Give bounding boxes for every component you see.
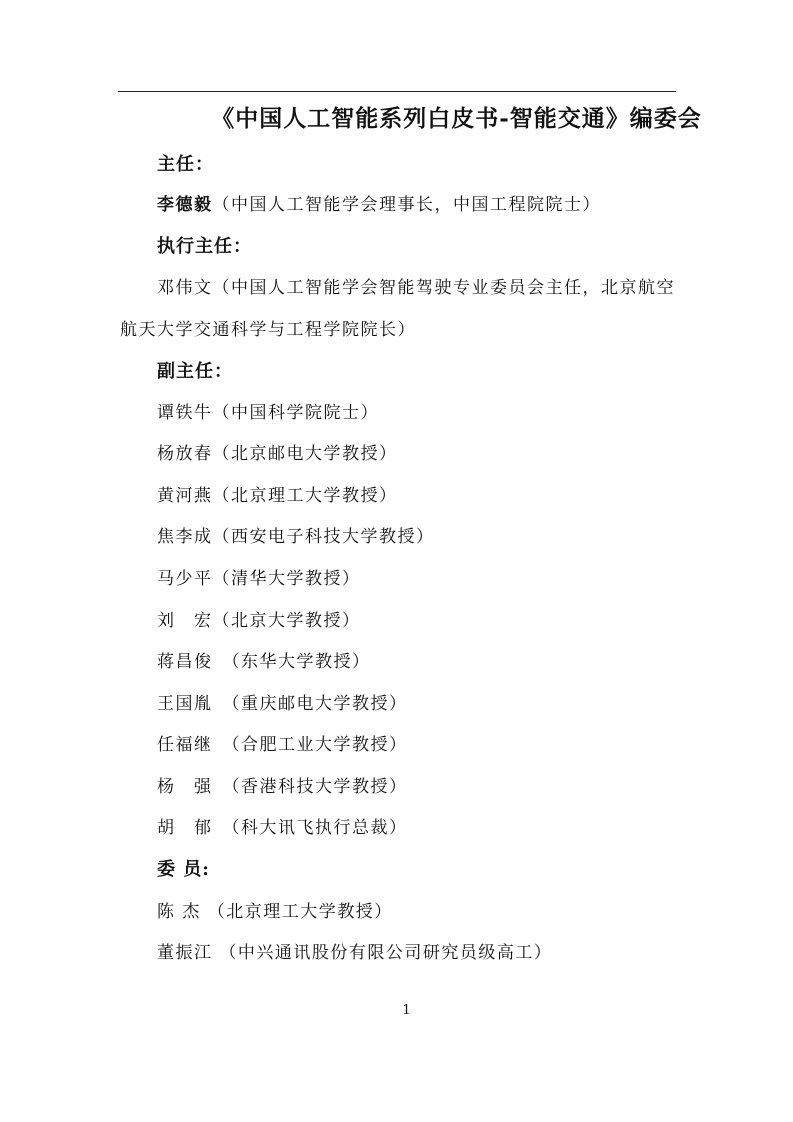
committee-member: 董振江 （中兴通讯股份有限公司研究员级高工） bbox=[157, 943, 553, 963]
deputy-member: 谭铁牛（中国科学院院士） bbox=[157, 403, 379, 423]
deputy-member: 王国胤 （重庆邮电大学教授） bbox=[157, 694, 408, 714]
deputy-member: 任福继 （合肥工业大学教授） bbox=[157, 735, 408, 755]
deputy-member: 黄河燕（北京理工大学教授） bbox=[157, 486, 398, 506]
document-title: 《中国人工智能系列白皮书-智能交通》编委会 bbox=[211, 105, 702, 132]
director-heading: 主任： bbox=[157, 154, 214, 175]
deputy-member: 蒋昌俊 （东华大学教授） bbox=[157, 652, 371, 672]
deputy-member: 焦李成（西安电子科技大学教授） bbox=[157, 527, 435, 547]
deputy-member: 刘 宏（北京大学教授） bbox=[157, 611, 361, 631]
header-rule bbox=[118, 91, 676, 92]
executive-director-line-1: 邓伟文（中国人工智能学会智能驾驶专业委员会主任，北京航空 bbox=[157, 278, 675, 298]
deputy-member: 杨放春（北京邮电大学教授） bbox=[157, 444, 398, 464]
deputy-directors-heading: 副主任： bbox=[157, 361, 233, 382]
director-name: 李德毅 bbox=[157, 195, 213, 215]
committee-members-heading: 委 员: bbox=[157, 859, 210, 880]
deputy-member: 马少平（清华大学教授） bbox=[157, 569, 361, 589]
executive-director-line-2: 航天大学交通科学与工程学院院长） bbox=[120, 320, 416, 340]
deputy-member: 胡 郁 （科大讯飞执行总裁） bbox=[157, 818, 408, 838]
director-entry bbox=[157, 190, 601, 215]
director-affiliation: （中国人工智能学会理事长，中国工程院院士） bbox=[212, 195, 601, 215]
committee-member: 陈 杰 （北京理工大学教授） bbox=[157, 902, 393, 922]
deputy-member: 杨 强 （香港科技大学教授） bbox=[157, 777, 408, 797]
executive-director-heading: 执行主任： bbox=[157, 236, 252, 257]
page-number: 1 bbox=[402, 1003, 411, 1018]
